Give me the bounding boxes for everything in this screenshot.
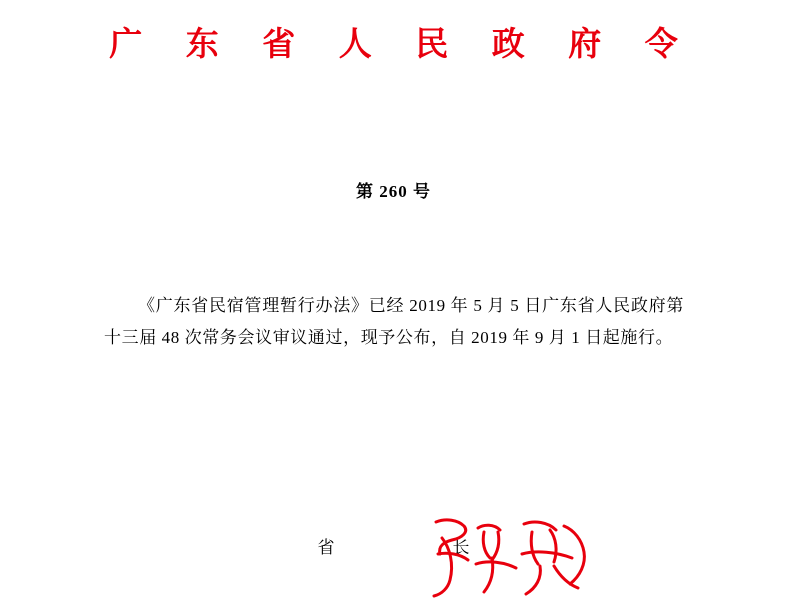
decree-number: 第 260 号	[356, 182, 431, 201]
page-title: 广 东 省 人 民 政 府 令	[109, 24, 694, 63]
signature-line	[0, 533, 787, 558]
signature-label: 省 长	[317, 538, 498, 557]
body-paragraph: 《广东省民宿管理暂行办法》已经 2019 年 5 月 5 日广东省人民政府第十三届 48 次常务会议审议通过，现予公布，自 2019 年 9 月 1 日起施行。	[104, 296, 684, 347]
body-block	[104, 290, 684, 354]
